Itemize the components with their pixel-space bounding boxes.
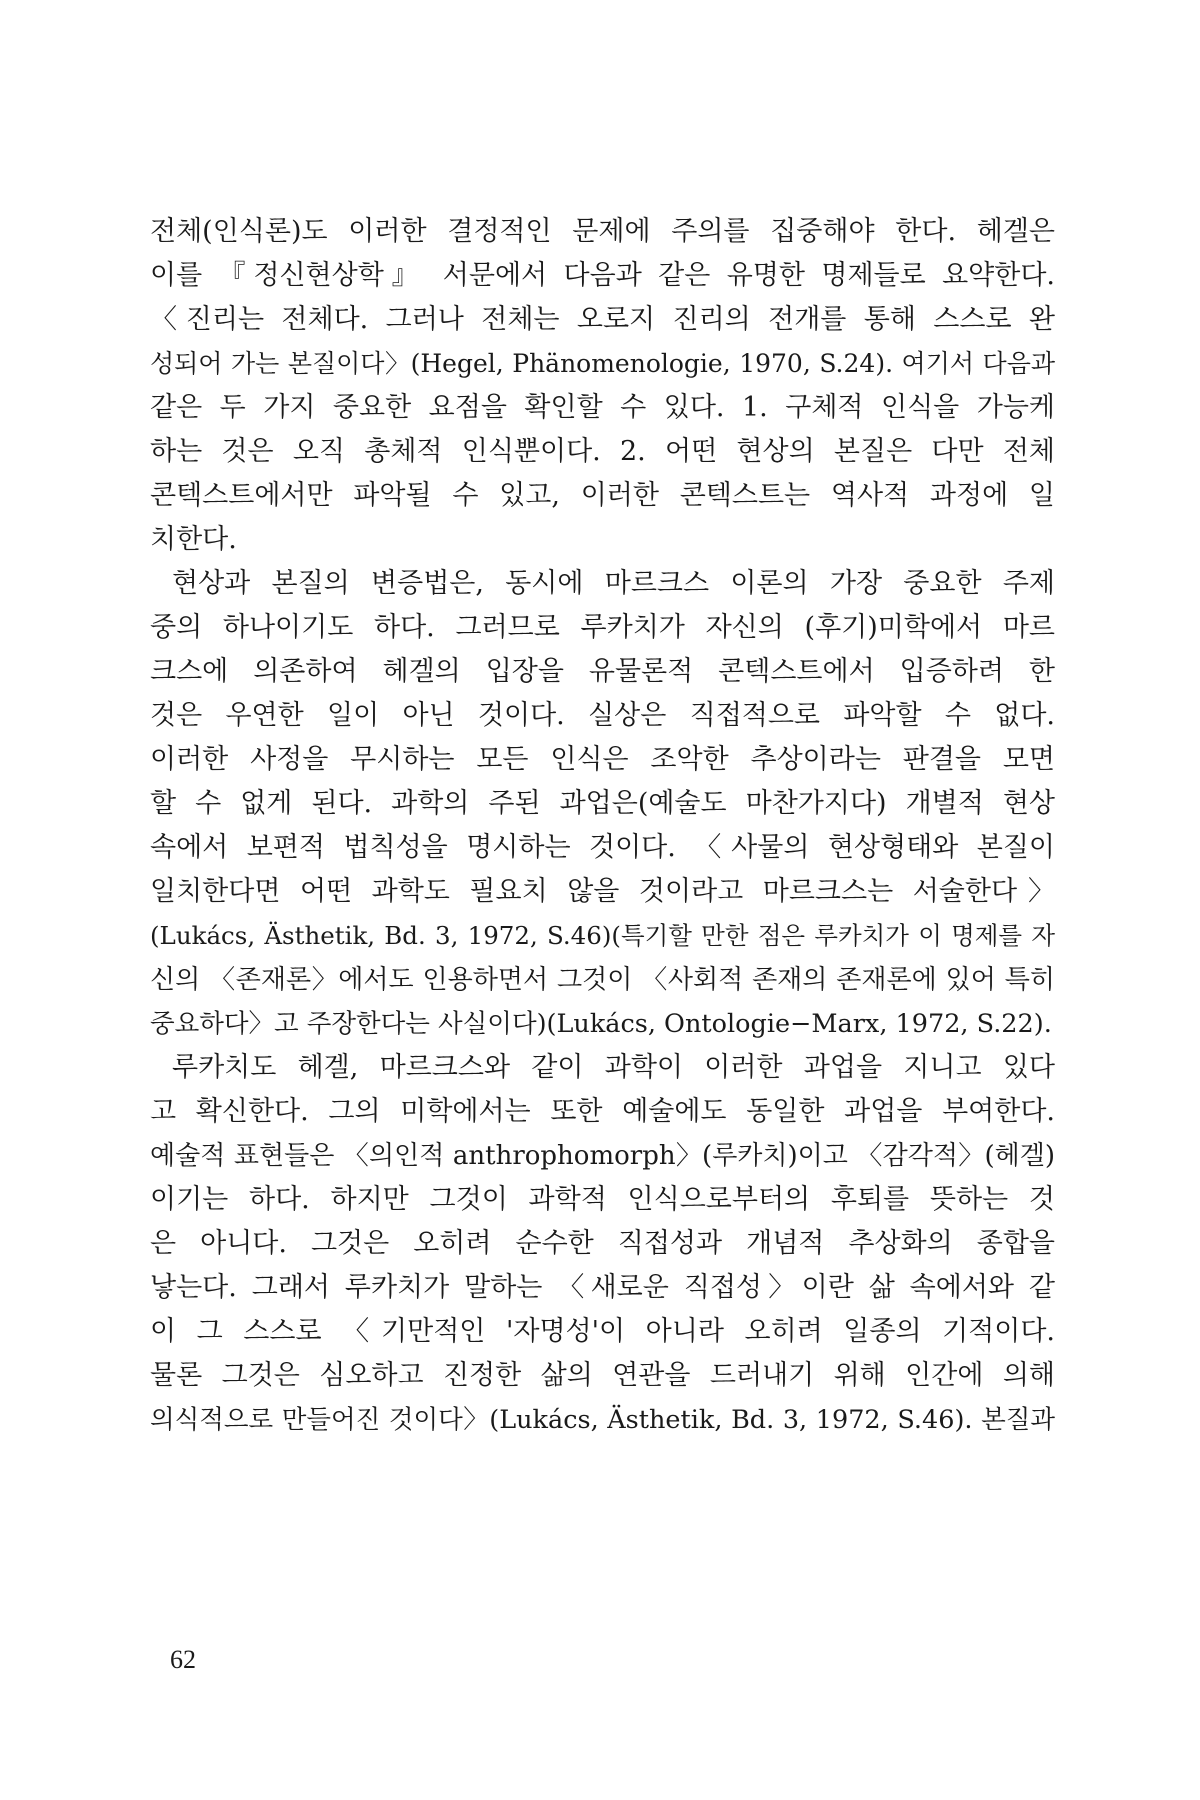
- text-line: 물론 그것은 심오하고 진정한 삶의 연관을 드러내기 위해 인간에 의해: [150, 1360, 1055, 1391]
- text-line: 은 아니다. 그것은 오히려 순수한 직접성과 개념적 추상화의 종합을: [150, 1228, 1055, 1259]
- text-line: 할 수 없게 된다. 과학의 주된 과업은(예술도 마찬가지다) 개별적 현상: [150, 788, 1055, 819]
- text-line: 이기는 하다. 하지만 그것이 과학적 인식으로부터의 후퇴를 뜻하는 것: [150, 1184, 1055, 1215]
- text-line: 치한다.: [150, 524, 237, 555]
- text-line: 중요하다〉고 주장한다는 사실이다)(Lukács, Ontologie−Marx, 1972, S.22).: [150, 1009, 1052, 1039]
- text-line: 의식적으로 만들어진 것이다〉(Lukács, Ästhetik, Bd. 3, 1972, S.46). 본질과: [150, 1405, 1055, 1435]
- text-line: 낳는다. 그래서 루카치가 말하는 〈새로운 직접성〉이란 삶 속에서와 같: [150, 1272, 1055, 1303]
- page-number: 62: [170, 1645, 196, 1674]
- text-line: 속에서 보편적 법칙성을 명시하는 것이다. 〈사물의 현상형태와 본질이: [150, 832, 1055, 863]
- text-line: 일치한다면 어떤 과학도 필요치 않을 것이라고 마르크스는 서술한다〉: [150, 876, 1055, 907]
- text-line: 고 확신한다. 그의 미학에서는 또한 예술에도 동일한 과업을 부여한다.: [150, 1096, 1055, 1127]
- text-line: 예술적 표현들은 〈의인적 anthrophomorph〉(루카치)이고 〈감각적〉(헤겔): [150, 1141, 1055, 1171]
- text-line: 〈진리는 전체다. 그러나 전체는 오로지 진리의 전개를 통해 스스로 완: [150, 304, 1055, 335]
- text-line: 이를 『정신현상학』 서문에서 다음과 같은 유명한 명제들로 요약한다.: [150, 260, 1055, 291]
- text-line: 하는 것은 오직 총체적 인식뿐이다. 2. 어떤 현상의 본질은 다만 전체: [150, 436, 1055, 467]
- text-line: 것은 우연한 일이 아닌 것이다. 실상은 직접적으로 파악할 수 없다.: [150, 700, 1055, 731]
- text-line: 루카치도 헤겔, 마르크스와 같이 과학이 이러한 과업을 지니고 있다: [172, 1052, 1055, 1083]
- text-line: 전체(인식론)도 이러한 결정적인 문제에 주의를 집중해야 한다. 헤겔은: [150, 216, 1055, 247]
- text-line: 이러한 사정을 무시하는 모든 인식은 조악한 추상이라는 판결을 모면: [150, 744, 1055, 775]
- text-line: 이 그 스스로 〈기만적인 '자명성'이 아니라 오히려 일종의 기적이다.: [150, 1316, 1055, 1347]
- text-line: 콘텍스트에서만 파악될 수 있고, 이러한 콘텍스트는 역사적 과정에 일: [150, 480, 1055, 511]
- text-line: 현상과 본질의 변증법은, 동시에 마르크스 이론의 가장 중요한 주제: [172, 568, 1055, 599]
- text-line: 신의 〈존재론〉에서도 인용하면서 그것이 〈사회적 존재의 존재론에 있어 특히: [150, 965, 1055, 995]
- body-text: [150, 210, 1055, 1442]
- text-line: 성되어 가는 본질이다〉(Hegel, Phänomenologie, 1970, S.24). 여기서 다음과: [150, 349, 1055, 378]
- text-line: 중의 하나이기도 하다. 그러므로 루카치가 자신의 (후기)미학에서 마르: [150, 612, 1055, 643]
- text-line: 크스에 의존하여 헤겔의 입장을 유물론적 콘텍스트에서 입증하려 한: [150, 656, 1055, 687]
- text-line: (Lukács, Ästhetik, Bd. 3, 1972, S.46)(특기할 만한 점은 루카치가 이 명제를 자: [150, 921, 1055, 950]
- text-line: 같은 두 가지 중요한 요점을 확인할 수 있다. 1. 구체적 인식을 가능케: [150, 392, 1055, 423]
